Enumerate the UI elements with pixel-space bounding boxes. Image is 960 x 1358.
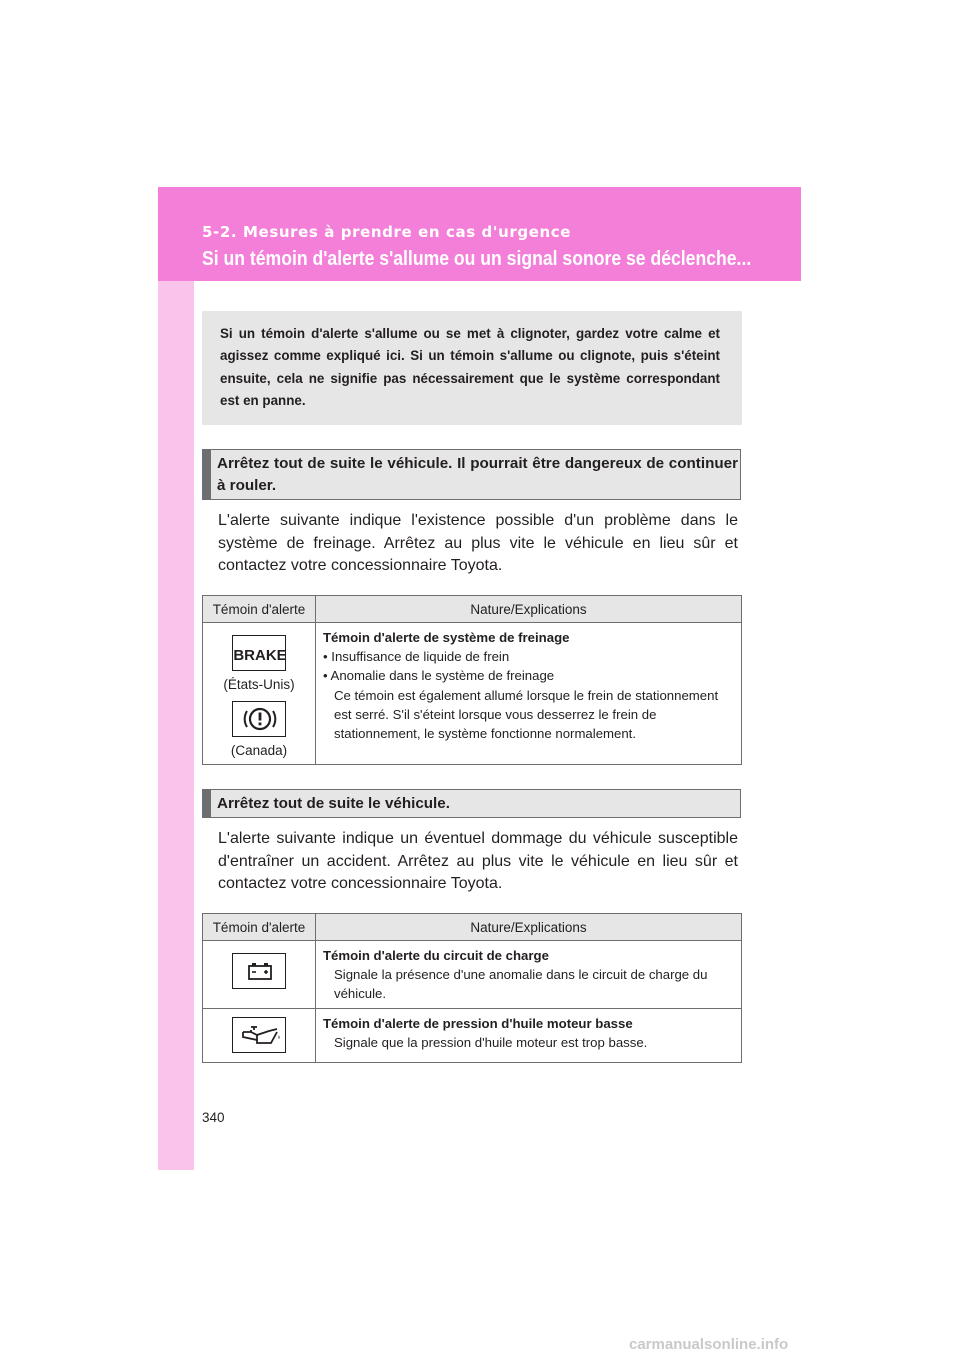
icon-cell: [203, 941, 316, 1009]
brake-icon-text: BRAKE: [233, 647, 287, 664]
page-title: Si un témoin d'alerte s'allume ou un signal sonore se déclenche...: [202, 248, 752, 270]
warning-heading-2: [202, 789, 741, 818]
oil-can-icon: [232, 1017, 286, 1053]
table-row: [203, 623, 742, 765]
icon-cell: [203, 1008, 316, 1062]
side-strip: [158, 187, 194, 1170]
lamp-title: Témoin d'alerte de pression d'huile moteur basse: [323, 1015, 633, 1031]
heading-bar: [203, 450, 211, 499]
brake-warning-icon: [232, 635, 286, 671]
warning-heading-text: Arrêtez tout de suite le véhicule.: [217, 795, 450, 812]
intro-box: Si un témoin d'alerte s'allume ou se met à clignoter, gardez votre calme et agissez comme expliqué ici. Si un témoin s'allume ou clignote, puis s'éteint ensuite, cela ne signifie pas nécessairement que le système correspondant est en panne.: [202, 311, 742, 425]
lamp-description: Signale que la pression d'huile moteur est trop basse.: [334, 1034, 648, 1050]
bullet-item: • Anomalie dans le système de freinage: [323, 668, 555, 684]
warning-table-1: [202, 595, 742, 765]
explanation-cell: [316, 1008, 742, 1062]
table-header-row: [203, 914, 742, 941]
column-header-lamp: Témoin d'alerte: [203, 596, 316, 623]
table-row: [203, 941, 742, 1009]
brake-circle-exclamation-icon: [232, 701, 286, 737]
section2-paragraph: L'alerte suivante indique un éventuel dommage du véhicule susceptible d'entraîner un accident. Arrêtez au plus vite le véhicule en lieu sûr et contactez votre concessionnaire Toyota.: [218, 830, 738, 892]
column-header-lamp: Témoin d'alerte: [203, 914, 316, 941]
lamp-note: Ce témoin est également allumé lorsque le frein de stationnement est serré. S'il s'éteint lorsque vous desserrez le frein de stationnement, le système fonctionne normalement.: [334, 687, 719, 742]
icon-label-usa: (États-Unis): [223, 677, 295, 692]
page-number: 340: [202, 1110, 225, 1125]
icon-cell: [203, 623, 316, 765]
heading-bar: [203, 790, 211, 817]
section1-paragraph: L'alerte suivante indique l'existence possible d'un problème dans le système de freinage. Arrêtez au plus vite le véhicule en lieu sûr et contactez votre concessionnaire Toyota.: [218, 512, 738, 574]
battery-icon: [232, 953, 286, 989]
lamp-title: Témoin d'alerte du circuit de charge: [323, 948, 549, 963]
watermark[interactable]: carmanualsonline.info: [629, 1336, 789, 1353]
bullet-item: • Insuffisance de liquide de frein: [323, 649, 510, 665]
table-header-row: [203, 596, 742, 623]
explanation-cell: [316, 623, 742, 765]
icon-label-canada: (Canada): [230, 743, 288, 758]
warning-heading-1: [202, 449, 741, 500]
column-header-nature: Nature/Explications: [316, 596, 742, 623]
warning-table-2: [202, 913, 742, 1063]
warning-heading-text: Arrêtez tout de suite le véhicule. Il pourrait être dangereux de continuer à rouler.: [217, 455, 738, 494]
explanation-cell: [316, 941, 742, 1009]
table-row: [203, 1008, 742, 1062]
column-header-nature: Nature/Explications: [316, 914, 742, 941]
section-label: 5-2. Mesures à prendre en cas d'urgence: [202, 223, 572, 241]
lamp-description: Signale la présence d'une anomalie dans le circuit de charge du véhicule.: [334, 967, 708, 1002]
lamp-title: Témoin d'alerte de système de freinage: [323, 630, 570, 645]
